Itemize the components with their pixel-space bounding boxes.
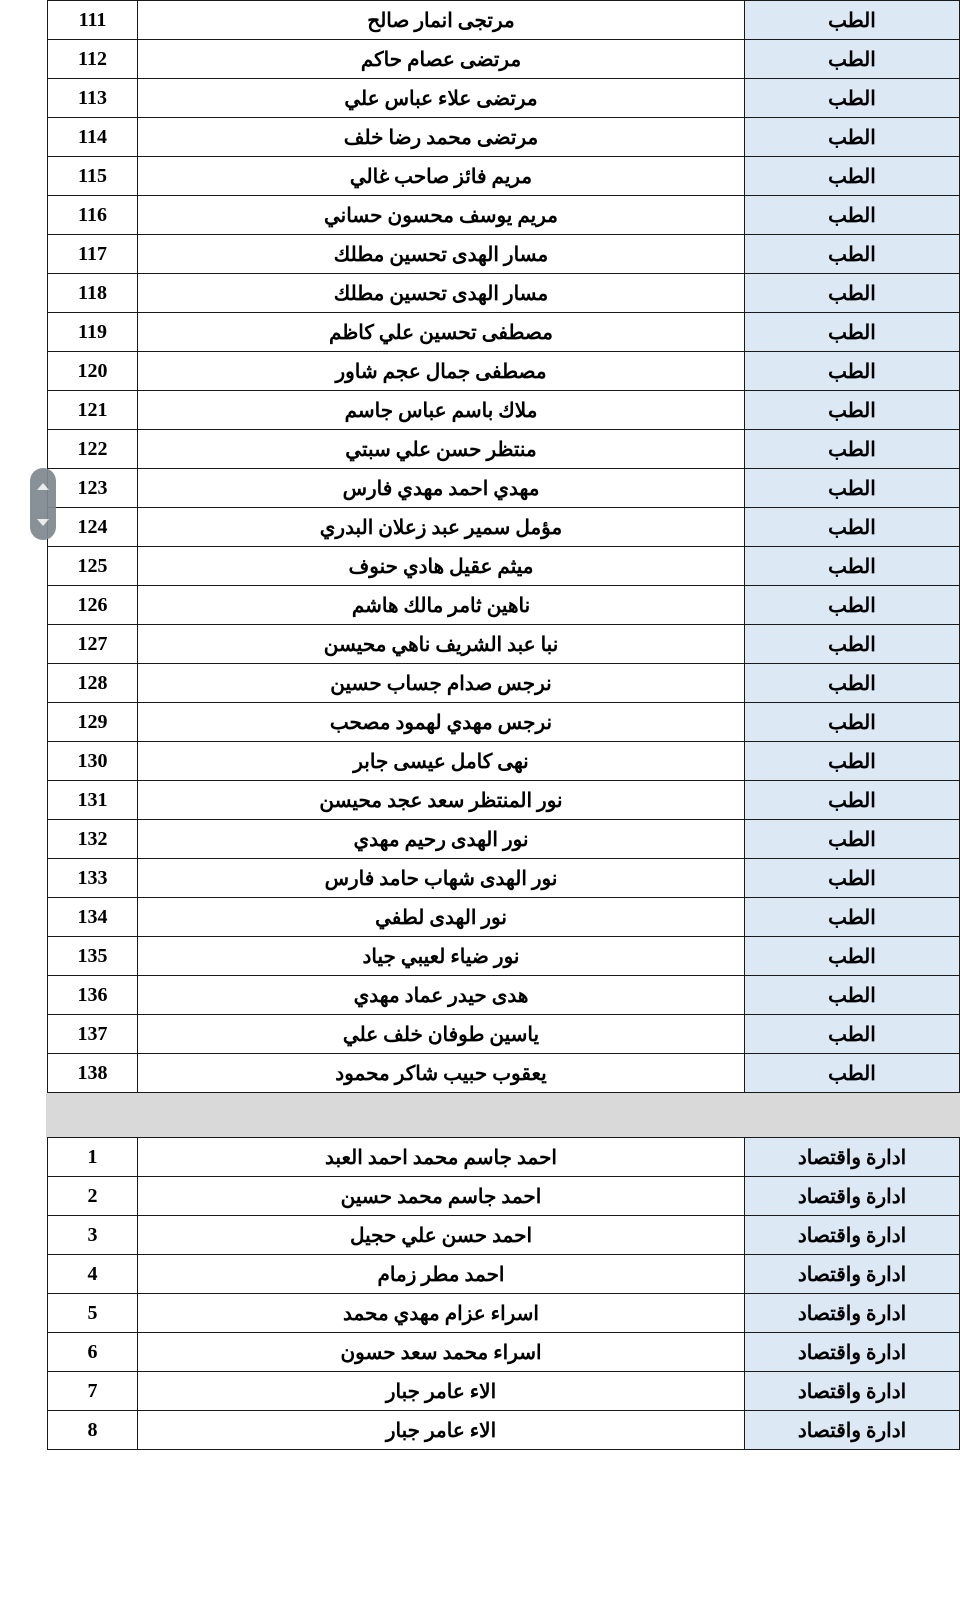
cell-name: نهى كامل عيسى جابر [138, 742, 745, 781]
cell-index: 2 [48, 1177, 138, 1216]
cell-index: 137 [48, 1015, 138, 1054]
cell-name: اسراء عزام مهدي محمد [138, 1294, 745, 1333]
cell-college: ادارة واقتصاد [745, 1255, 960, 1294]
names-table-section-administration [47, 1137, 960, 1450]
table-row [48, 1372, 960, 1411]
names-table-section-medicine [47, 0, 960, 1093]
cell-name: ميثم عقيل هادي حنوف [138, 547, 745, 586]
cell-index: 128 [48, 664, 138, 703]
cell-name: مهدي احمد مهدي فارس [138, 469, 745, 508]
cell-college: الطب [745, 469, 960, 508]
table-row [48, 976, 960, 1015]
table-row [48, 742, 960, 781]
cell-college: الطب [745, 1054, 960, 1093]
cell-index: 112 [48, 40, 138, 79]
cell-index: 6 [48, 1333, 138, 1372]
cell-college: الطب [745, 664, 960, 703]
cell-name: احمد حسن علي حجيل [138, 1216, 745, 1255]
cell-index: 4 [48, 1255, 138, 1294]
cell-college: الطب [745, 430, 960, 469]
scrollbar-thumb[interactable] [30, 468, 56, 540]
table-row [48, 625, 960, 664]
cell-index: 125 [48, 547, 138, 586]
cell-index: 138 [48, 1054, 138, 1093]
cell-index: 1 [48, 1138, 138, 1177]
cell-name: نرجس صدام جساب حسين [138, 664, 745, 703]
table-row [48, 274, 960, 313]
table-row [48, 352, 960, 391]
cell-name: نور المنتظر سعد عجد محيسن [138, 781, 745, 820]
table-row [48, 79, 960, 118]
table-row [48, 1333, 960, 1372]
table-row [48, 313, 960, 352]
cell-index: 3 [48, 1216, 138, 1255]
cell-name: مسار الهدى تحسين مطلك [138, 235, 745, 274]
cell-name: نور الهدى رحيم مهدي [138, 820, 745, 859]
cell-index: 120 [48, 352, 138, 391]
cell-college: ادارة واقتصاد [745, 1216, 960, 1255]
cell-index: 118 [48, 274, 138, 313]
table-row [48, 157, 960, 196]
cell-name: اسراء محمد سعد حسون [138, 1333, 745, 1372]
table-row [48, 1216, 960, 1255]
cell-college: الطب [745, 937, 960, 976]
cell-name: احمد جاسم محمد حسين [138, 1177, 745, 1216]
table-row [48, 781, 960, 820]
cell-name: مرتضى علاء عباس علي [138, 79, 745, 118]
table-row [48, 586, 960, 625]
cell-index: 117 [48, 235, 138, 274]
table-row [48, 1411, 960, 1450]
table-row [48, 1138, 960, 1177]
cell-name: الاء عامر جبار [138, 1411, 745, 1450]
cell-college: الطب [745, 157, 960, 196]
cell-name: نور ضياء لعيبي جياد [138, 937, 745, 976]
cell-index: 121 [48, 391, 138, 430]
table-row [48, 1177, 960, 1216]
cell-name: نبا عبد الشريف ناهي محيسن [138, 625, 745, 664]
cell-college: الطب [745, 586, 960, 625]
cell-college: الطب [745, 1015, 960, 1054]
cell-name: ملاك باسم عباس جاسم [138, 391, 745, 430]
cell-index: 7 [48, 1372, 138, 1411]
cell-index: 129 [48, 703, 138, 742]
cell-college: الطب [745, 196, 960, 235]
table-row [48, 859, 960, 898]
cell-name: ناهين ثامر مالك هاشم [138, 586, 745, 625]
cell-name: هدى حيدر عماد مهدي [138, 976, 745, 1015]
cell-college: ادارة واقتصاد [745, 1294, 960, 1333]
cell-college: الطب [745, 781, 960, 820]
table-row [48, 820, 960, 859]
chevron-down-icon[interactable] [37, 519, 49, 526]
cell-index: 127 [48, 625, 138, 664]
cell-college: الطب [745, 274, 960, 313]
table-row [48, 118, 960, 157]
cell-college: الطب [745, 391, 960, 430]
table-row [48, 664, 960, 703]
chevron-up-icon[interactable] [37, 483, 49, 490]
cell-index: 122 [48, 430, 138, 469]
cell-college: الطب [745, 352, 960, 391]
cell-name: نرجس مهدي لهمود مصحب [138, 703, 745, 742]
cell-index: 123 [48, 469, 138, 508]
cell-name: مريم يوسف محسون حساني [138, 196, 745, 235]
cell-name: مسار الهدى تحسين مطلك [138, 274, 745, 313]
cell-name: مصطفى جمال عجم شاور [138, 352, 745, 391]
cell-college: الطب [745, 742, 960, 781]
cell-college: الطب [745, 976, 960, 1015]
cell-name: يعقوب حبيب شاكر محمود [138, 1054, 745, 1093]
table-row [48, 469, 960, 508]
cell-name: الاء عامر جبار [138, 1372, 745, 1411]
cell-name: مؤمل سمير عبد زعلان البدري [138, 508, 745, 547]
cell-college: الطب [745, 625, 960, 664]
table-row [48, 196, 960, 235]
table-row [48, 547, 960, 586]
table-row [48, 1054, 960, 1093]
cell-name: منتظر حسن علي سبتي [138, 430, 745, 469]
table-row [48, 1, 960, 40]
cell-name: مريم فائز صاحب غالي [138, 157, 745, 196]
cell-name: مصطفى تحسين علي كاظم [138, 313, 745, 352]
cell-index: 126 [48, 586, 138, 625]
table-row [48, 40, 960, 79]
cell-college: الطب [745, 508, 960, 547]
cell-name: مرتضى محمد رضا خلف [138, 118, 745, 157]
cell-index: 116 [48, 196, 138, 235]
cell-index: 115 [48, 157, 138, 196]
cell-college: الطب [745, 703, 960, 742]
cell-name: نور الهدى لطفي [138, 898, 745, 937]
cell-college: ادارة واقتصاد [745, 1333, 960, 1372]
cell-college: ادارة واقتصاد [745, 1138, 960, 1177]
cell-college: ادارة واقتصاد [745, 1177, 960, 1216]
cell-index: 5 [48, 1294, 138, 1333]
cell-index: 130 [48, 742, 138, 781]
table-row [48, 235, 960, 274]
cell-college: الطب [745, 79, 960, 118]
cell-name: احمد مطر زمام [138, 1255, 745, 1294]
table-row [48, 703, 960, 742]
table-row [48, 1294, 960, 1333]
cell-index: 114 [48, 118, 138, 157]
cell-name: نور الهدى شهاب حامد فارس [138, 859, 745, 898]
cell-index: 134 [48, 898, 138, 937]
cell-college: الطب [745, 118, 960, 157]
cell-index: 119 [48, 313, 138, 352]
cell-college: ادارة واقتصاد [745, 1411, 960, 1450]
cell-index: 133 [48, 859, 138, 898]
names-table-body-medicine [48, 1, 960, 1093]
cell-college: ادارة واقتصاد [745, 1372, 960, 1411]
cell-name: مرتجى انمار صالح [138, 1, 745, 40]
cell-college: الطب [745, 40, 960, 79]
cell-index: 113 [48, 79, 138, 118]
table-row [48, 1015, 960, 1054]
cell-index: 136 [48, 976, 138, 1015]
cell-name: مرتضى عصام حاكم [138, 40, 745, 79]
table-row [48, 508, 960, 547]
cell-college: الطب [745, 235, 960, 274]
names-table-body-administration [48, 1138, 960, 1450]
table-row [48, 898, 960, 937]
cell-index: 111 [48, 1, 138, 40]
cell-college: الطب [745, 898, 960, 937]
cell-index: 124 [48, 508, 138, 547]
table-row [48, 391, 960, 430]
table-row [48, 937, 960, 976]
cell-index: 132 [48, 820, 138, 859]
section-separator-band [46, 1093, 960, 1137]
table-row [48, 430, 960, 469]
cell-college: الطب [745, 547, 960, 586]
cell-index: 8 [48, 1411, 138, 1450]
cell-college: الطب [745, 859, 960, 898]
cell-college: الطب [745, 820, 960, 859]
table-row [48, 1255, 960, 1294]
cell-college: الطب [745, 313, 960, 352]
cell-name: ياسين طوفان خلف علي [138, 1015, 745, 1054]
cell-name: احمد جاسم محمد احمد العبد [138, 1138, 745, 1177]
cell-index: 131 [48, 781, 138, 820]
cell-college: الطب [745, 1, 960, 40]
cell-index: 135 [48, 937, 138, 976]
